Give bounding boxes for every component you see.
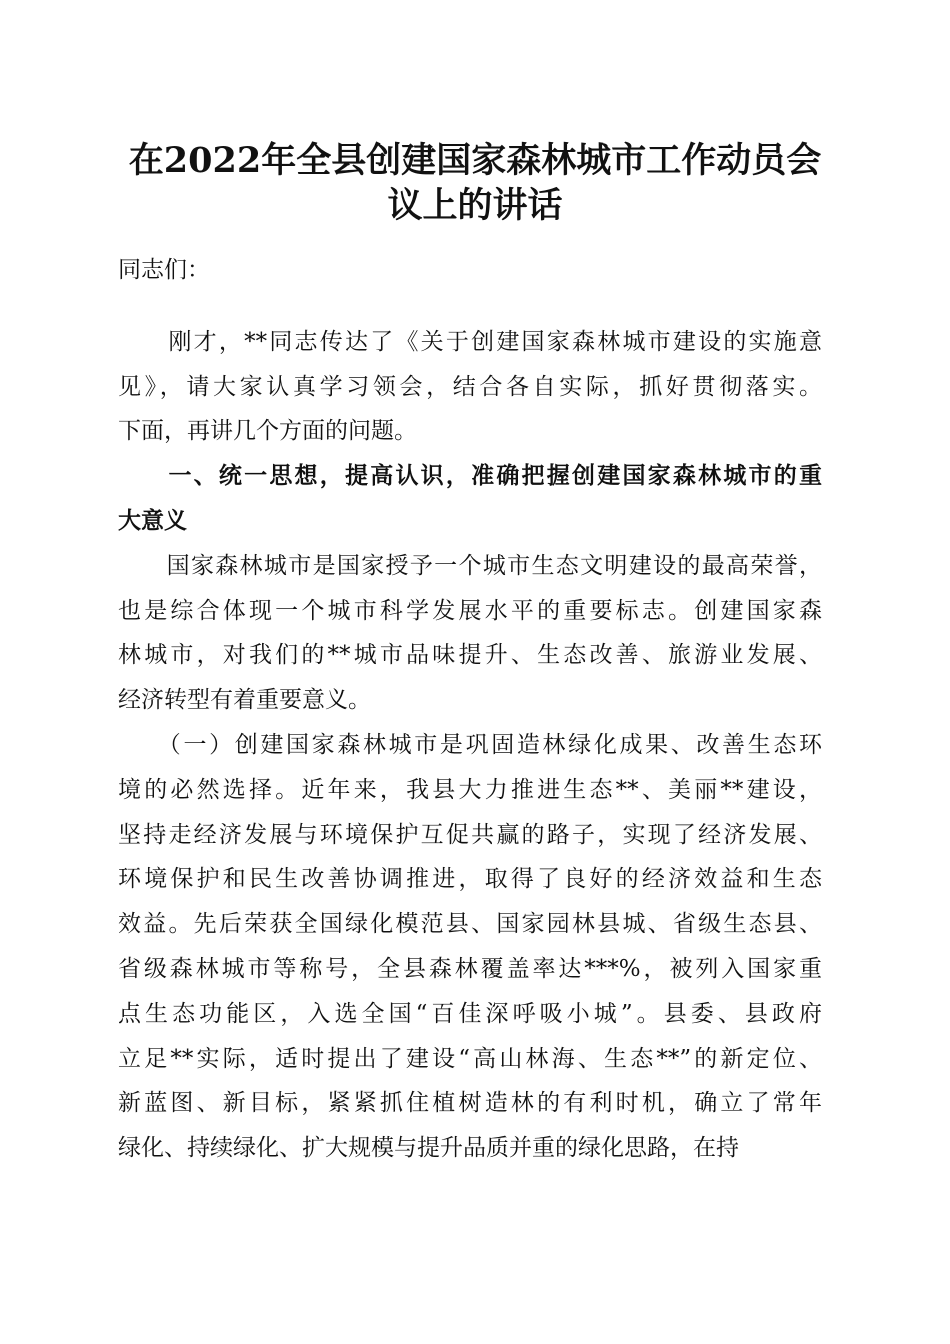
text-line: 刚才，**同志传达了《关于创建国家森林城市建设的实施意 — [118, 328, 822, 355]
text-line: 见》，请大家认真学习领会，结合各自实际，抓好贯彻落实。 — [118, 373, 822, 400]
text-line: 点生态功能区，入选全国“百佳深呼吸小城”。县委、县政府 — [118, 1000, 822, 1027]
text-line: 大意义 — [118, 506, 187, 534]
text-line: 下面，再讲几个方面的问题。 — [118, 418, 417, 445]
text-line: 也是综合体现一个城市科学发展水平的重要标志。创建国家森 — [118, 597, 822, 624]
text-line: 国家森林城市是国家授予一个城市生态文明建设的最高荣誉， — [118, 552, 822, 579]
text-line: 立足**实际，适时提出了建设“高山林海、生态**”的新定位、 — [118, 1045, 822, 1072]
text-line: 坚持走经济发展与环境保护互促共赢的路子，实现了经济发展、 — [118, 821, 822, 848]
section-heading — [118, 458, 822, 548]
paragraph — [118, 548, 822, 727]
text-line: 绿化、持续绿化、扩大规模与提升品质并重的绿化思路，在持 — [118, 1135, 739, 1162]
text-line: 林城市，对我们的**城市品味提升、生态改善、旅游业发展、 — [118, 642, 822, 669]
text-line: 效益。先后荣获全国绿化模范县、国家园林县城、省级生态县、 — [118, 911, 822, 938]
text-line: 经济转型有着重要意义。 — [118, 687, 371, 714]
text-line: （一）创建国家森林城市是巩固造林绿化成果、改善生态环 — [118, 731, 822, 758]
document-body — [118, 252, 822, 1175]
greeting: 同志们： — [118, 257, 210, 283]
text-line: 新蓝图、新目标，紧紧抓住植树造林的有利时机，确立了常年 — [118, 1090, 822, 1117]
document-title-line-2: 议上的讲话 — [387, 185, 563, 226]
text-line: 境的必然选择。近年来，我县大力推进生态**、美丽**建设， — [118, 776, 822, 803]
text-line: 环境保护和民生改善协调推进，取得了良好的经济效益和生态 — [118, 866, 822, 893]
paragraph — [118, 727, 822, 1175]
text-line: 一、统一思想，提高认识，准确把握创建国家森林城市的重 — [118, 462, 822, 490]
paragraph — [118, 324, 822, 458]
text-line: 省级森林城市等称号，全县森林覆盖率达***%，被列入国家重 — [118, 955, 822, 982]
document-title-line-1: 在2022年全县创建国家森林城市工作动员会 — [128, 140, 822, 181]
